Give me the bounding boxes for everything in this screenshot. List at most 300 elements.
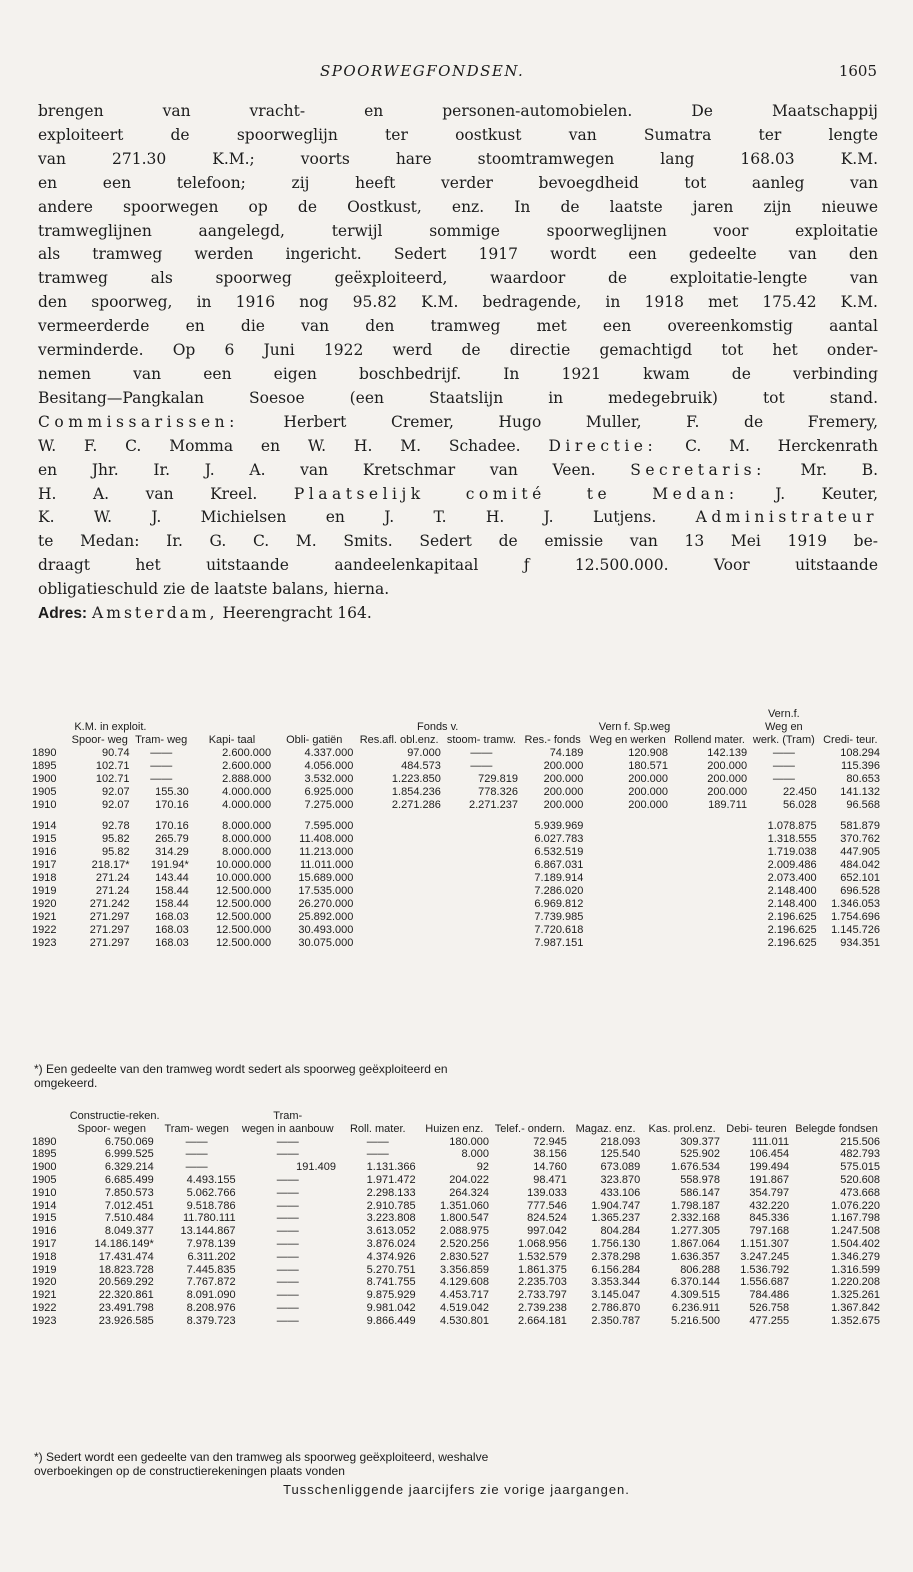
year-cell: 1923 — [32, 1314, 57, 1327]
value-cell: —— — [276, 1186, 299, 1199]
value-cell: 8.000.000 — [222, 833, 272, 845]
table-row — [30, 773, 882, 786]
year-cell: 1922 — [32, 924, 57, 936]
value-cell: 139.033 — [527, 1186, 567, 1199]
value-cell: 2.088.975 — [440, 1225, 489, 1238]
value-cell: 6.685.499 — [104, 1173, 154, 1186]
text-line: Besitang—Pangkalan Soesoe (een Staatslijn in medegebruik) tot stand. — [38, 388, 878, 407]
value-cell: 12.500.000 — [216, 911, 272, 923]
col-header-tramweg: Tram- weg — [135, 734, 188, 746]
value-cell: 17.431.474 — [98, 1250, 154, 1263]
value-cell: —— — [185, 1148, 208, 1161]
value-cell: 38.156 — [533, 1148, 567, 1161]
value-cell: 1.867.064 — [671, 1237, 720, 1250]
value-cell: 200.000 — [543, 786, 584, 798]
text-line: van 271.30 K.M.; voorts hare stoomtramwegen lang 168.03 K.M. — [38, 149, 878, 168]
value-cell: 3.356.859 — [440, 1263, 489, 1276]
value-cell: 18.823.728 — [98, 1263, 154, 1276]
value-cell: 189.711 — [708, 799, 748, 811]
value-cell: 142.139 — [707, 747, 748, 759]
value-cell: 180.571 — [628, 760, 668, 772]
value-cell: 8.000.000 — [222, 820, 272, 832]
value-cell: 5.939.969 — [534, 820, 584, 832]
value-cell: 10.000.000 — [216, 872, 272, 884]
value-cell: 1.223.850 — [391, 773, 441, 785]
year-cell: 1900 — [32, 1161, 57, 1174]
value-cell: 7.445.835 — [186, 1263, 236, 1276]
year-cell: 1916 — [32, 1225, 57, 1238]
value-cell: 797.168 — [749, 1225, 790, 1238]
footnote-line: overboekingen op de constructierekeningen plaats vonden — [34, 1464, 345, 1478]
value-cell: 141.132 — [840, 786, 880, 798]
value-cell: 20.569.292 — [98, 1276, 154, 1289]
footer-note: Tusschenliggende jaarcijfers zie vorige jaargangen. — [283, 1482, 630, 1497]
col-header-km-exploit: K.M. in exploit. — [74, 721, 147, 733]
value-cell: 1.068.956 — [517, 1237, 567, 1250]
value-cell: 9.866.449 — [366, 1314, 416, 1327]
year-cell: 1917 — [32, 1237, 57, 1250]
secretaris-label: Secretaris: — [630, 460, 766, 479]
table-row — [30, 1148, 882, 1161]
value-cell: —— — [276, 1212, 299, 1225]
value-cell: 575.015 — [840, 1161, 880, 1174]
value-cell: —— — [276, 1289, 299, 1302]
value-cell: —— — [150, 747, 173, 759]
value-cell: 125.540 — [600, 1148, 641, 1161]
text-line: brengen van vracht- en personen-automobielen. De Maatschappij — [38, 102, 878, 120]
value-cell: 14.186.149* — [94, 1237, 154, 1250]
value-cell: 447.905 — [840, 846, 880, 858]
value-cell: 4.530.801 — [440, 1314, 489, 1327]
value-cell: 95.82 — [102, 846, 130, 858]
value-cell: 3.223.808 — [366, 1212, 416, 1225]
table-row — [30, 937, 882, 950]
col-header-tram: Tram- — [273, 1110, 303, 1122]
table-row — [30, 1315, 882, 1328]
year-cell: 1905 — [32, 1173, 57, 1186]
value-cell: 2.888.000 — [222, 773, 272, 785]
value-cell: 200.000 — [628, 773, 668, 785]
value-cell: 106.454 — [749, 1148, 790, 1161]
value-cell: 6.027.783 — [534, 833, 584, 845]
value-cell: 1.145.726 — [831, 924, 880, 936]
value-cell: 6.867.031 — [534, 859, 584, 871]
value-cell: 30.075.000 — [298, 937, 354, 949]
value-cell: 200.000 — [543, 760, 584, 772]
value-cell: 1.220.208 — [831, 1276, 880, 1289]
value-cell: 1.800.547 — [440, 1212, 489, 1225]
value-cell: 1.247.508 — [831, 1225, 880, 1238]
value-cell: 484.042 — [840, 859, 880, 871]
table-row — [30, 1174, 882, 1187]
value-cell: 2.520.256 — [440, 1237, 489, 1250]
value-cell: 12.500.000 — [216, 937, 272, 949]
value-cell: 271.297 — [89, 911, 130, 923]
year-cell: 1916 — [32, 846, 57, 858]
admin-line — [38, 506, 878, 530]
value-cell: 1.346.053 — [831, 898, 880, 910]
value-cell: 191.867 — [749, 1173, 790, 1186]
year-cell: 1895 — [32, 760, 57, 772]
value-cell: 1.351.060 — [440, 1199, 489, 1212]
col-header-stoom: stoom- tramw. — [446, 734, 516, 746]
value-cell: 2.298.133 — [366, 1186, 416, 1199]
company-description — [38, 100, 878, 626]
value-cell: 22.320.861 — [98, 1289, 154, 1302]
value-cell: 824.524 — [527, 1212, 567, 1225]
value-cell: 271.24 — [95, 872, 130, 884]
value-cell: 2.196.625 — [767, 911, 817, 923]
value-cell: 1.325.261 — [831, 1289, 880, 1302]
value-cell: 997.042 — [527, 1225, 567, 1238]
text-line: nemen van een eigen boschbedrijf. In 1921 kwam de verbinding — [38, 364, 878, 383]
col-header-vernf: Vern.f. — [767, 708, 800, 720]
value-cell: 6.969.812 — [534, 898, 584, 910]
value-cell: 155.30 — [155, 786, 189, 798]
table-row — [30, 1238, 882, 1251]
directie-names: C. M. Herckenrath — [685, 436, 878, 455]
year-cell: 1915 — [32, 833, 57, 845]
value-cell: 1.904.747 — [591, 1199, 641, 1212]
value-cell: 90.74 — [102, 747, 130, 759]
value-cell: 4.129.608 — [440, 1276, 489, 1289]
value-cell: 1.316.599 — [831, 1263, 880, 1276]
value-cell: 7.510.484 — [104, 1212, 154, 1225]
value-cell: 80.653 — [846, 773, 880, 785]
value-cell: 10.000.000 — [216, 859, 272, 871]
value-cell: 5.216.500 — [671, 1314, 720, 1327]
col-header-weg-en: Weg en — [764, 721, 803, 733]
address-label: Adres: — [38, 605, 88, 623]
value-cell: 1.504.402 — [831, 1237, 880, 1250]
year-cell: 1895 — [32, 1148, 57, 1161]
value-cell: 4.337.000 — [304, 747, 354, 759]
value-cell: 218.17* — [91, 859, 130, 871]
value-cell: 1.636.357 — [671, 1250, 720, 1263]
value-cell: —— — [150, 773, 173, 785]
value-cell: 2.009.486 — [767, 859, 817, 871]
value-cell: 2.332.168 — [671, 1212, 720, 1225]
value-cell: 2.271.286 — [391, 799, 441, 811]
value-cell: 4.000.000 — [222, 786, 272, 798]
table-row — [30, 833, 882, 846]
address-city: Amsterdam, — [92, 604, 218, 623]
value-cell: 2.271.237 — [469, 799, 518, 811]
footnote-line: omgekeerd. — [34, 1076, 98, 1090]
col-header-tramwegen: Tram- wegen — [164, 1122, 229, 1135]
value-cell: 4.309.515 — [671, 1289, 720, 1302]
table-row — [30, 1212, 882, 1225]
value-cell: 2.196.625 — [767, 924, 817, 936]
value-cell: 2.378.298 — [591, 1250, 641, 1263]
text-line: tramweg als spoorweg geëxploiteerd, waardoor de exploitatie-lengte van — [38, 269, 878, 288]
value-cell: 1.756.130 — [591, 1237, 641, 1250]
emissie-line — [38, 530, 878, 554]
table-row — [30, 747, 882, 760]
value-cell: 158.44 — [155, 885, 189, 897]
footnote-constructie — [34, 1450, 882, 1478]
value-cell: 1.151.307 — [740, 1237, 790, 1250]
value-cell: 581.879 — [840, 820, 880, 832]
value-cell: 11.408.000 — [299, 833, 354, 845]
col-header-resafl: Res.afl. obl.enz. — [359, 734, 439, 746]
value-cell: 314.29 — [155, 846, 189, 858]
value-cell: 652.101 — [840, 872, 880, 884]
value-cell: 1.854.236 — [391, 786, 441, 798]
value-cell: 1.676.534 — [671, 1161, 720, 1174]
value-cell: 2.910.785 — [366, 1199, 416, 1212]
value-cell: 170.16 — [155, 799, 189, 811]
col-header-kapitaal: Kapi- taal — [208, 734, 256, 746]
table-row — [30, 760, 882, 773]
value-cell: 191.94* — [150, 859, 189, 871]
year-cell: 1921 — [32, 911, 57, 923]
value-cell: 777.546 — [527, 1199, 567, 1212]
col-header-spoorweg: Spoor- weg — [71, 734, 128, 746]
value-cell: 1.346.279 — [831, 1250, 880, 1263]
comite-label: Plaatselijk comité te Medan: — [293, 484, 739, 503]
table-row — [30, 1276, 882, 1289]
balance-table — [30, 1110, 882, 1328]
value-cell: 72.945 — [533, 1135, 567, 1148]
running-header — [0, 62, 913, 86]
table-row — [30, 846, 882, 859]
value-cell: 120.908 — [628, 747, 668, 759]
commissarissen-names: Herbert Cremer, Hugo Muller, F. de Fremery, — [283, 412, 878, 431]
table-row — [30, 1302, 882, 1315]
value-cell: 2.664.181 — [517, 1314, 567, 1327]
value-cell: 477.255 — [749, 1314, 790, 1327]
value-cell: 7.850.573 — [104, 1186, 154, 1199]
value-cell: 8.049.377 — [104, 1225, 154, 1238]
year-cell: 1917 — [32, 859, 57, 871]
col-header-obligatien: Obli- gatiën — [286, 734, 343, 746]
value-cell: 6.311.202 — [187, 1250, 236, 1263]
value-cell: 111.011 — [751, 1135, 790, 1148]
value-cell: 204.022 — [449, 1173, 489, 1186]
value-cell: 482.793 — [840, 1148, 880, 1161]
year-cell: 1920 — [32, 898, 57, 910]
value-cell: —— — [276, 1301, 299, 1314]
value-cell: —— — [185, 1135, 208, 1148]
value-cell: —— — [276, 1225, 299, 1238]
value-cell: 8.741.755 — [366, 1276, 416, 1289]
commissarissen-names-2: W. F. C. Momma en W. H. M. Schadee. — [38, 436, 521, 455]
value-cell: 102.71 — [95, 760, 130, 772]
value-cell: 3.613.052 — [366, 1225, 416, 1238]
value-cell: 200.000 — [628, 799, 668, 811]
value-cell: 3.353.344 — [591, 1276, 641, 1289]
value-cell: 433.106 — [600, 1186, 641, 1199]
header-title: SPOORWEGFONDSEN. — [320, 62, 525, 80]
value-cell: 1.536.792 — [740, 1263, 790, 1276]
table-row — [30, 1187, 882, 1200]
col-header-roll: Roll. mater. — [349, 1122, 406, 1135]
value-cell: —— — [276, 1135, 299, 1148]
value-cell: 5.270.751 — [366, 1263, 416, 1276]
value-cell: —— — [276, 1148, 299, 1161]
value-cell: —— — [150, 760, 173, 772]
value-cell: 3.876.024 — [366, 1237, 416, 1250]
value-cell: 2.148.400 — [767, 898, 817, 910]
year-cell: 1918 — [32, 1250, 57, 1263]
year-cell: 1910 — [32, 799, 57, 811]
value-cell: 15.689.000 — [298, 872, 354, 884]
value-cell: —— — [276, 1250, 299, 1263]
value-cell: 218.093 — [600, 1135, 641, 1148]
value-cell: —— — [276, 1237, 299, 1250]
value-cell: 200.000 — [707, 786, 748, 798]
value-cell: 12.500.000 — [216, 924, 272, 936]
value-cell: 7.978.139 — [186, 1237, 236, 1250]
value-cell: 2.786.870 — [591, 1301, 641, 1314]
value-cell: 56.028 — [782, 799, 817, 811]
value-cell: 6.236.911 — [671, 1301, 720, 1314]
text-line: als tramweg werden ingericht. Sedert 1917 wordt een gedeelte van den — [38, 245, 878, 264]
year-cell: 1922 — [32, 1301, 57, 1314]
value-cell: 11.011.000 — [299, 859, 354, 871]
value-cell: —— — [276, 1314, 299, 1327]
value-cell: 1.367.842 — [831, 1301, 880, 1314]
footnote-tramweg — [34, 1062, 882, 1090]
value-cell: 191.409 — [296, 1161, 336, 1174]
commissarissen-label: Commissarissen: — [38, 412, 239, 431]
directie-label: Directie: — [548, 436, 658, 455]
admin-name: te Medan: Ir. G. C. M. Smits. — [38, 532, 393, 551]
value-cell: 1.754.696 — [831, 911, 880, 923]
year-cell: 1915 — [32, 1212, 57, 1225]
value-cell: 168.03 — [155, 924, 189, 936]
value-cell: 4.519.042 — [440, 1301, 489, 1314]
comite-line — [38, 483, 878, 507]
value-cell: 484.573 — [401, 760, 441, 772]
value-cell: 473.668 — [840, 1186, 880, 1199]
value-cell: 1.798.187 — [671, 1199, 720, 1212]
value-cell: —— — [470, 747, 493, 759]
table-row — [30, 885, 882, 898]
col-header-fonds-v: Fonds v. — [416, 721, 459, 733]
commissarissen-line — [38, 411, 878, 435]
value-cell: 1.556.687 — [740, 1276, 790, 1289]
value-cell: 778.326 — [478, 786, 518, 798]
value-cell: 7.739.985 — [534, 911, 584, 923]
value-cell: 200.000 — [707, 760, 748, 772]
value-cell: 14.760 — [533, 1161, 567, 1174]
value-cell: 525.902 — [680, 1148, 720, 1161]
page-number: 1605 — [838, 62, 877, 80]
value-cell: —— — [772, 773, 795, 785]
value-cell: 432.220 — [749, 1199, 790, 1212]
value-cell: 5.062.766 — [186, 1186, 236, 1199]
value-cell: 804.284 — [600, 1225, 641, 1238]
value-cell: 7.767.872 — [186, 1276, 236, 1289]
value-cell: —— — [470, 760, 493, 772]
exploitation-table — [30, 708, 882, 950]
value-cell: 2.235.703 — [517, 1276, 567, 1289]
value-cell: 30.493.000 — [298, 924, 354, 936]
text-line: en een telefoon; zij heeft verder bevoegdheid tot aanleg van — [38, 173, 878, 192]
value-cell: 92.07 — [102, 799, 130, 811]
address-line — [38, 602, 878, 626]
directie-line — [38, 435, 878, 459]
emissie-text: Sedert de emissie van 13 Mei 1919 be- — [419, 532, 878, 551]
value-cell: 1.277.305 — [671, 1225, 720, 1238]
value-cell: 4.056.000 — [304, 760, 354, 772]
value-cell: 92.78 — [102, 820, 130, 832]
secretaris-name-2: H. A. van Kreel. — [38, 484, 258, 503]
year-cell: 1905 — [32, 786, 57, 798]
value-cell: 1.167.798 — [831, 1212, 880, 1225]
value-cell: 6.925.000 — [304, 786, 354, 798]
value-cell: 271.297 — [89, 924, 130, 936]
text-line: tramweglijnen aangelegd, terwijl sommige spoorweglijnen voor exploitatie — [38, 221, 878, 240]
text-line: verminderde. Op 6 Juni 1922 werd de directie gemachtigd tot het onder- — [38, 341, 878, 360]
value-cell: 7.275.000 — [304, 799, 354, 811]
value-cell: 102.71 — [95, 773, 130, 785]
value-cell: 7.012.451 — [104, 1199, 154, 1212]
value-cell: —— — [185, 1161, 208, 1174]
value-cell: 1.076.220 — [831, 1199, 880, 1212]
text-line: draagt het uitstaande aandeelenkapitaal ƒ 12.500.000. Voor uitstaande — [38, 556, 878, 575]
value-cell: 2.733.797 — [517, 1289, 567, 1302]
year-cell: 1923 — [32, 937, 57, 949]
value-cell: 6.156.284 — [591, 1263, 641, 1276]
value-cell: 12.500.000 — [216, 885, 272, 897]
col-header-wegen: Weg en werken — [589, 734, 666, 746]
comite-names: J. Keuter, — [775, 484, 878, 503]
value-cell: 4.000.000 — [222, 799, 272, 811]
value-cell: 13.144.867 — [180, 1225, 236, 1238]
value-cell: 7.595.000 — [304, 820, 354, 832]
year-cell: 1919 — [32, 885, 57, 897]
col-header-huizen: Huizen enz. — [425, 1122, 484, 1135]
value-cell: 108.294 — [840, 747, 880, 759]
value-cell: 323.870 — [600, 1173, 641, 1186]
year-cell: 1914 — [32, 1199, 57, 1212]
value-cell: 1.365.237 — [591, 1212, 641, 1225]
col-header-constructie: Constructie-reken. — [69, 1110, 160, 1122]
footnote-line: *) Een gedeelte van den tramweg wordt sedert als spoorweg geëxploiteerd en — [34, 1062, 448, 1076]
value-cell: —— — [276, 1199, 299, 1212]
value-cell: 558.978 — [680, 1173, 720, 1186]
value-cell: 96.568 — [846, 799, 880, 811]
value-cell: 2.600.000 — [222, 747, 272, 759]
value-cell: 168.03 — [155, 911, 189, 923]
value-cell: 271.242 — [89, 898, 130, 910]
value-cell: 17.535.000 — [298, 885, 354, 897]
value-cell: 4.493.155 — [186, 1173, 236, 1186]
value-cell: 1.131.366 — [366, 1161, 416, 1174]
value-cell: 2.196.625 — [767, 937, 817, 949]
value-cell: 784.486 — [749, 1289, 790, 1302]
year-cell: 1918 — [32, 872, 57, 884]
value-cell: 200.000 — [707, 773, 748, 785]
col-header-telef: Telef.- ondern. — [494, 1122, 566, 1135]
table-row — [30, 1136, 882, 1149]
year-cell: 1900 — [32, 773, 57, 785]
year-cell: 1921 — [32, 1289, 57, 1302]
value-cell: 7.286.020 — [534, 885, 584, 897]
year-cell: 1914 — [32, 820, 57, 832]
value-cell: 9.981.042 — [366, 1301, 416, 1314]
value-cell: 1.532.579 — [517, 1250, 567, 1263]
text-line: vermeerderde en die van den tramweg met een overeenkomstig aantal — [38, 317, 878, 336]
value-cell: 8.000.000 — [222, 846, 272, 858]
value-cell: 97.000 — [407, 747, 441, 759]
table-row — [30, 924, 882, 937]
value-cell: 7.987.151 — [534, 937, 584, 949]
table-row — [30, 820, 882, 833]
